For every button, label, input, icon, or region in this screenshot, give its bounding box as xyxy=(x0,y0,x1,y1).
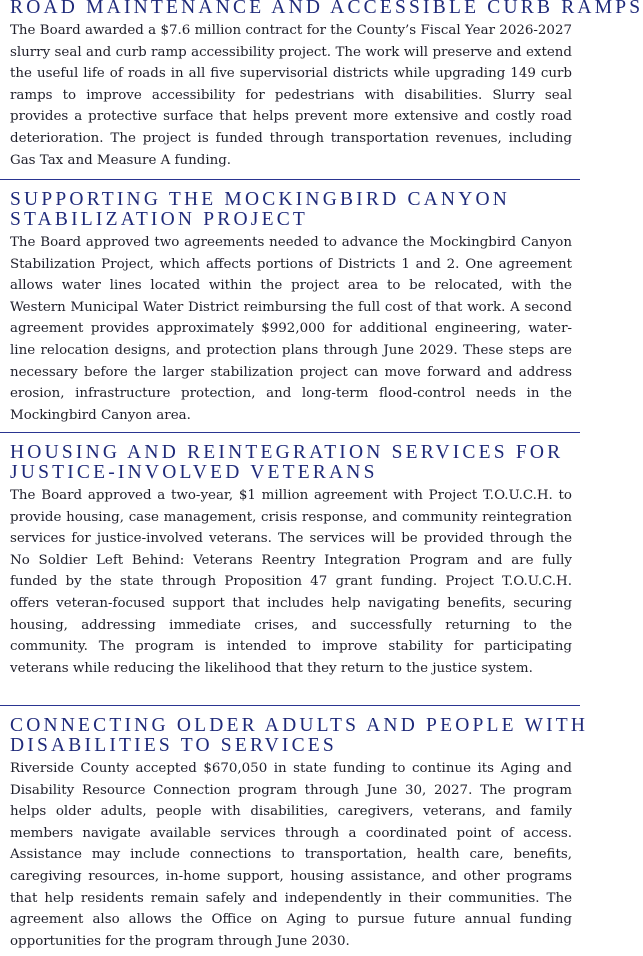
section-title-line: STABILIZATION PROJECT xyxy=(10,209,309,230)
section-title xyxy=(10,0,643,18)
section-body: The Board approved a two-year, $1 million agreement with Project T.O.U.C.H. to provide housing, case management, crisis response, and community reintegration services for justice-involved veterans. The services will be provided through the No Soldier Left Behind: Veterans Reentry Integration Program and are fully funded by the state through Proposition 47 grant funding. Project T.O.U.C.H. offers veteran-focused support that includes help navigating benefits, securing housing, addressing immediate crises, and successfully returning to the community. The program is intended to improve stability for participating veterans while reducing the likelihood that they return to the justice system. xyxy=(10,488,572,676)
section-divider xyxy=(0,705,580,706)
section-title-line: ROAD MAINTENANCE AND ACCESSIBLE CURB RAMPS xyxy=(10,0,643,18)
section-title-line: CONNECTING OLDER ADULTS AND PEOPLE WITH xyxy=(10,715,589,736)
section-title xyxy=(10,715,589,756)
section-title xyxy=(10,443,572,483)
section-title xyxy=(10,190,572,230)
section-title-line: HOUSING AND REINTEGRATION SERVICES FOR xyxy=(10,442,564,463)
section-body: The Board awarded a $7.6 million contract for the County’s Fiscal Year 2026-2027 slurry seal and curb ramp accessibility project. The work will preserve and extend the useful life of roads in all five supervisorial districts while upgrading 149 curb ramps to improve accessibility for pedestrians with disabilities. Slurry seal provides a protective surface that helps prevent more extensive and costly road deterioration. The project is funded through transportation revenues, including Gas Tax and Measure A funding. xyxy=(10,23,572,168)
section-divider xyxy=(0,432,580,433)
section-road-maintenance xyxy=(0,0,643,171)
section-veterans-housing xyxy=(0,443,580,679)
section-title-line: JUSTICE-INVOLVED VETERANS xyxy=(10,462,378,483)
section-mockingbird-canyon xyxy=(0,190,580,426)
section-body: The Board approved two agreements needed to advance the Mockingbird Canyon Stabilization Project, which affects portions of Districts 1 and 2. One agreement allows water lines located within the project area to be relocated, with the Western Municipal Water District reimbursing the full cost of that work. A second agreement provides approximately $992,000 for additional engineering, water-line relocation designs, and protection plans through June 2029. These steps are necessary before the larger stabilization project can move forward and address erosion, infrastructure protection, and long-term flood-control needs in the Mockingbird Canyon area. xyxy=(10,235,572,423)
section-body: Riverside County accepted $670,050 in state funding to continue its Aging and Disability Resource Connection program through June 30, 2027. The program helps older adults, people with disabilities, caregivers, veterans, and family members navigate available services through a coordinated point of access. Assistance may include connections to transportation, health care, benefits, caregiving resources, in-home support, housing assistance, and other programs that help residents remain safely and independently in their communities. The agreement also allows the Office on Aging to pursue future annual funding opportunities for the program through June 2030. xyxy=(10,761,572,949)
section-title-line: DISABILITIES TO SERVICES xyxy=(10,735,337,756)
section-title-line: SUPPORTING THE MOCKINGBIRD CANYON xyxy=(10,189,511,210)
section-older-adults-services xyxy=(0,715,589,952)
section-divider xyxy=(0,179,580,180)
